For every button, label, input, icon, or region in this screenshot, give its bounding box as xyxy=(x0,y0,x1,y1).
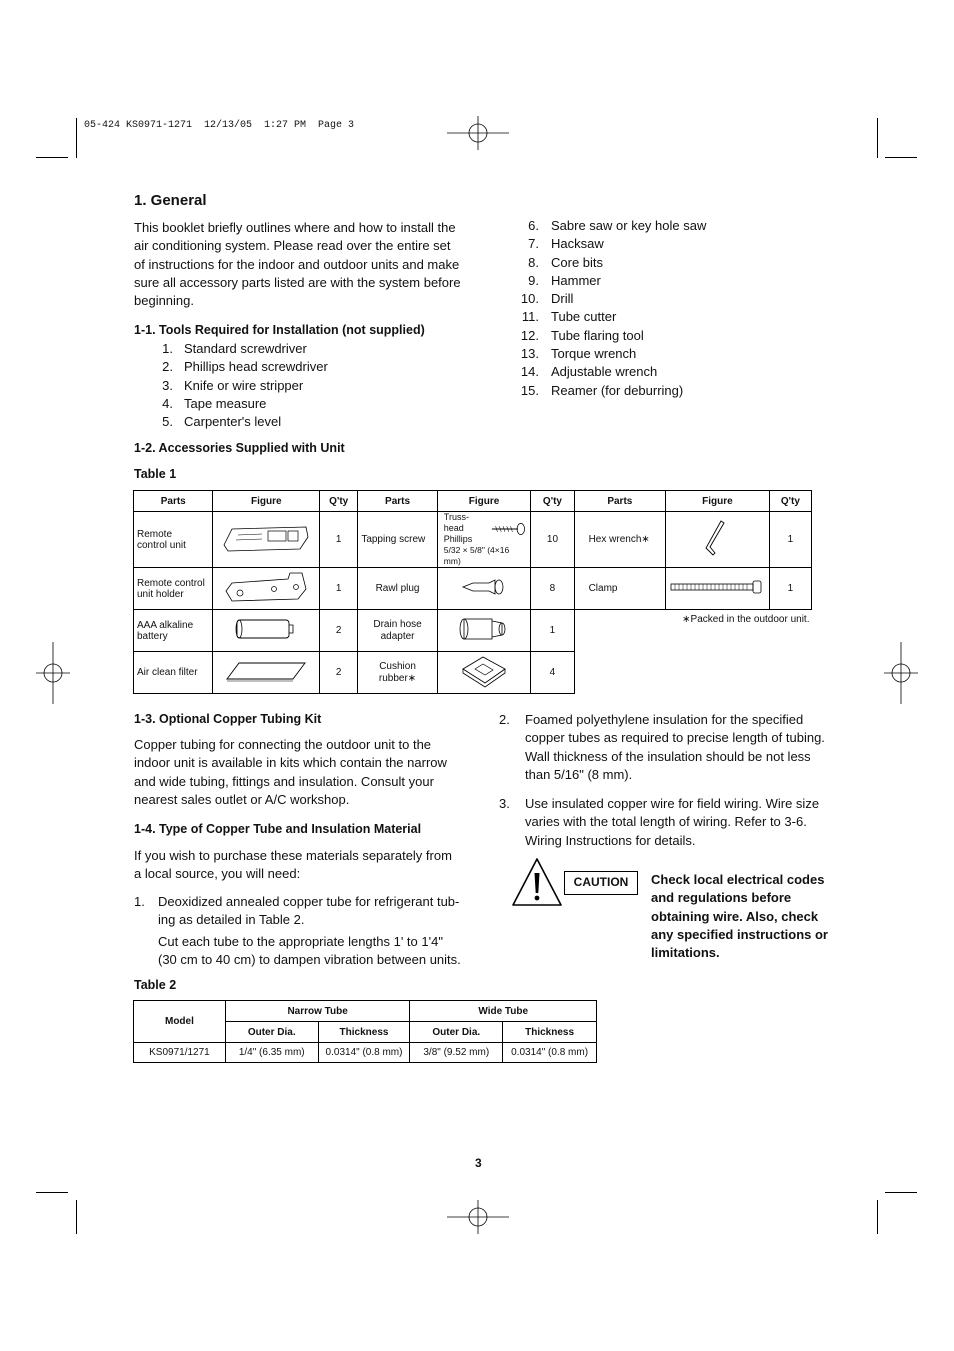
column-header: Outer Dia. xyxy=(410,1022,503,1043)
list-item: 4. Tape measure xyxy=(162,395,267,411)
list-item: 11. Tube cutter xyxy=(521,309,617,325)
column-header: Parts xyxy=(358,491,437,512)
table2-caption: Table 2 xyxy=(134,978,177,992)
list-item: 8. Core bits xyxy=(528,254,604,270)
table-row xyxy=(134,512,812,568)
part-name: Drain hose adapter xyxy=(358,610,437,652)
remote-control-icon xyxy=(218,521,314,555)
tools-list-left xyxy=(148,340,328,431)
figure-cell xyxy=(213,512,320,568)
tube-type-text: If you wish to purchase these materials separately from a local source, you will need: xyxy=(134,848,452,882)
hex-wrench-icon xyxy=(697,519,737,557)
item-text: Cut each tube to the appropriate lengths 1' to 1'4" (30 cm to 40 cm) to dampen vibration between units. xyxy=(158,934,461,968)
copper-kit-heading: 1-3. Optional Copper Tubing Kit xyxy=(134,712,322,726)
page-number: 3 xyxy=(475,1156,482,1170)
part-name: Remote control unit holder xyxy=(134,568,213,610)
table-row xyxy=(134,610,812,652)
table-cell: 3/8" (9.52 mm) xyxy=(410,1043,503,1063)
crop-mark xyxy=(877,1200,878,1234)
list-item: 7. Hacksaw xyxy=(528,236,604,252)
remote-holder-icon xyxy=(218,569,314,605)
registration-mark-icon xyxy=(447,1200,509,1234)
figure-cell xyxy=(213,652,320,694)
item-number: 1. xyxy=(134,894,145,909)
quantity: 1 xyxy=(531,610,574,652)
caution-text: Check local electrical codes and regulations before obtaining wire. Also, check any specified instructions or limitations. xyxy=(651,872,828,961)
accessories-heading: 1-2. Accessories Supplied with Unit xyxy=(134,441,345,455)
screw-dimension: 5/32 × 5/8" (4×16 mm) xyxy=(443,545,510,566)
crop-mark xyxy=(76,118,77,158)
column-header: Parts xyxy=(134,491,213,512)
column-header: Figure xyxy=(437,491,531,512)
quantity: 8 xyxy=(531,568,574,610)
column-header: Model xyxy=(134,1001,226,1043)
list-item: 10. Drill xyxy=(520,291,574,307)
column-header: Thickness xyxy=(318,1022,410,1043)
screw-label: Truss-head xyxy=(443,512,469,533)
column-header: Thickness xyxy=(503,1022,597,1043)
list-item: 12. Tube flaring tool xyxy=(520,327,644,343)
quantity: 10 xyxy=(531,512,574,568)
column-header: Narrow Tube xyxy=(225,1001,410,1022)
crop-mark xyxy=(36,1192,68,1193)
figure-cell xyxy=(437,568,531,610)
column-header: Parts xyxy=(574,491,666,512)
cushion-rubber-icon xyxy=(459,653,509,689)
figure-cell xyxy=(213,610,320,652)
table-cell: 0.0314" (0.8 mm) xyxy=(318,1043,410,1063)
part-name: Cushion rubber∗ xyxy=(358,652,437,694)
item-number: 2. xyxy=(499,712,510,727)
print-header: 05-424 KS0971-1271 12/13/05 1:27 PM Page 3 xyxy=(84,120,355,131)
item-text: Deoxidized annealed copper tube for refrigerant tub- ing as detailed in Table 2. xyxy=(158,894,460,928)
column-header: Figure xyxy=(213,491,320,512)
quantity: 1 xyxy=(769,512,811,568)
part-name: Remote control unit xyxy=(134,512,213,568)
list-item: 14. Adjustable wrench xyxy=(520,364,658,380)
column-header: Wide Tube xyxy=(410,1001,597,1022)
column-header: Q'ty xyxy=(769,491,811,512)
drain-adapter-icon xyxy=(454,613,514,645)
tube-type-heading: 1-4. Type of Copper Tube and Insulation Material xyxy=(134,822,422,836)
part-name: AAA alkaline battery xyxy=(134,610,213,652)
clamp-icon xyxy=(669,580,765,594)
table1-caption: Table 1 xyxy=(134,467,177,481)
list-item: 9. Hammer xyxy=(528,272,601,288)
tools-heading: 1-1. Tools Required for Installation (not supplied) xyxy=(134,323,425,337)
crop-mark xyxy=(76,1200,77,1234)
figure-cell xyxy=(213,568,320,610)
registration-mark-icon xyxy=(36,642,70,704)
item-text: Use insulated copper wire for field wiring. Wire size varies with the total length of wiring. Refer to 3-6. Wiring Instructions for details. xyxy=(525,796,820,848)
list-item: 2. Phillips head screwdriver xyxy=(162,359,328,375)
crop-mark xyxy=(885,1192,917,1193)
part-name: Clamp xyxy=(574,568,666,610)
screw-icon xyxy=(490,522,527,536)
figure-cell xyxy=(437,610,531,652)
part-name: Air clean filter xyxy=(134,652,213,694)
table-cell: 1/4" (6.35 mm) xyxy=(225,1043,318,1063)
tools-list-right xyxy=(514,217,706,400)
figure-cell xyxy=(437,652,531,694)
part-name: Tapping screw xyxy=(358,512,437,568)
item-text: Foamed polyethylene insulation for the specified copper tubes as required to precise length of tubing. Wall thickness of the insulation should be not less than 5/16" (8 mm). xyxy=(525,712,825,782)
quantity: 1 xyxy=(320,512,358,568)
column-header: Q'ty xyxy=(320,491,358,512)
crop-mark xyxy=(36,157,68,158)
registration-mark-icon xyxy=(884,642,918,704)
list-item: 5. Carpenter's level xyxy=(162,414,282,430)
figure-cell xyxy=(666,512,770,568)
filter-icon xyxy=(223,659,309,683)
copper-kit-text: Copper tubing for connecting the outdoor unit to the indoor unit is available in kits which contain the narrow and wide tubing, fittings and insulation. Consult your nearest sales outlet or A/C workshop. xyxy=(134,737,447,807)
list-item: 3. Knife or wire stripper xyxy=(162,377,304,393)
table-cell: KS0971/1271 xyxy=(134,1043,226,1063)
quantity: 2 xyxy=(320,652,358,694)
part-name: Hex wrench∗ xyxy=(574,512,666,568)
table-note: ∗Packed in the outdoor unit. xyxy=(574,610,811,694)
column-header: Figure xyxy=(666,491,770,512)
section-title: 1. General xyxy=(134,192,207,209)
rawl-plug-icon xyxy=(459,577,509,597)
quantity: 2 xyxy=(320,610,358,652)
crop-mark xyxy=(885,157,917,158)
caution-label: CAUTION xyxy=(564,871,638,895)
list-item: 6. Sabre saw or key hole saw xyxy=(528,218,707,233)
list-item: 15. Reamer (for deburring) xyxy=(520,382,684,398)
list-item: 1. Standard screwdriver xyxy=(162,341,307,356)
table-cell: 0.0314" (0.8 mm) xyxy=(503,1043,597,1063)
part-name: Rawl plug xyxy=(358,568,437,610)
figure-cell xyxy=(437,512,531,568)
crop-mark xyxy=(877,118,878,158)
column-header: Q'ty xyxy=(531,491,574,512)
table-header-row xyxy=(134,491,812,512)
intro-text: This booklet briefly outlines where and how to install the air conditioning system. Please read over the entire set of instructions for the indoor and outdoor units and make sure all accessory parts listed are with the system before beginning. xyxy=(134,220,461,309)
item-number: 3. xyxy=(499,796,510,811)
accessories-table xyxy=(133,490,812,694)
figure-cell xyxy=(666,568,770,610)
column-header: Outer Dia. xyxy=(225,1022,318,1043)
table-row xyxy=(134,1043,597,1063)
screw-label: Phillips xyxy=(443,534,473,544)
copper-tube-table xyxy=(133,1000,597,1063)
quantity: 1 xyxy=(320,568,358,610)
quantity: 1 xyxy=(769,568,811,610)
warning-triangle-icon xyxy=(511,857,563,907)
table-row xyxy=(134,568,812,610)
registration-mark-icon xyxy=(447,116,509,150)
list-item: 13. Torque wrench xyxy=(520,346,637,362)
quantity: 4 xyxy=(531,652,574,694)
battery-icon xyxy=(231,617,301,641)
